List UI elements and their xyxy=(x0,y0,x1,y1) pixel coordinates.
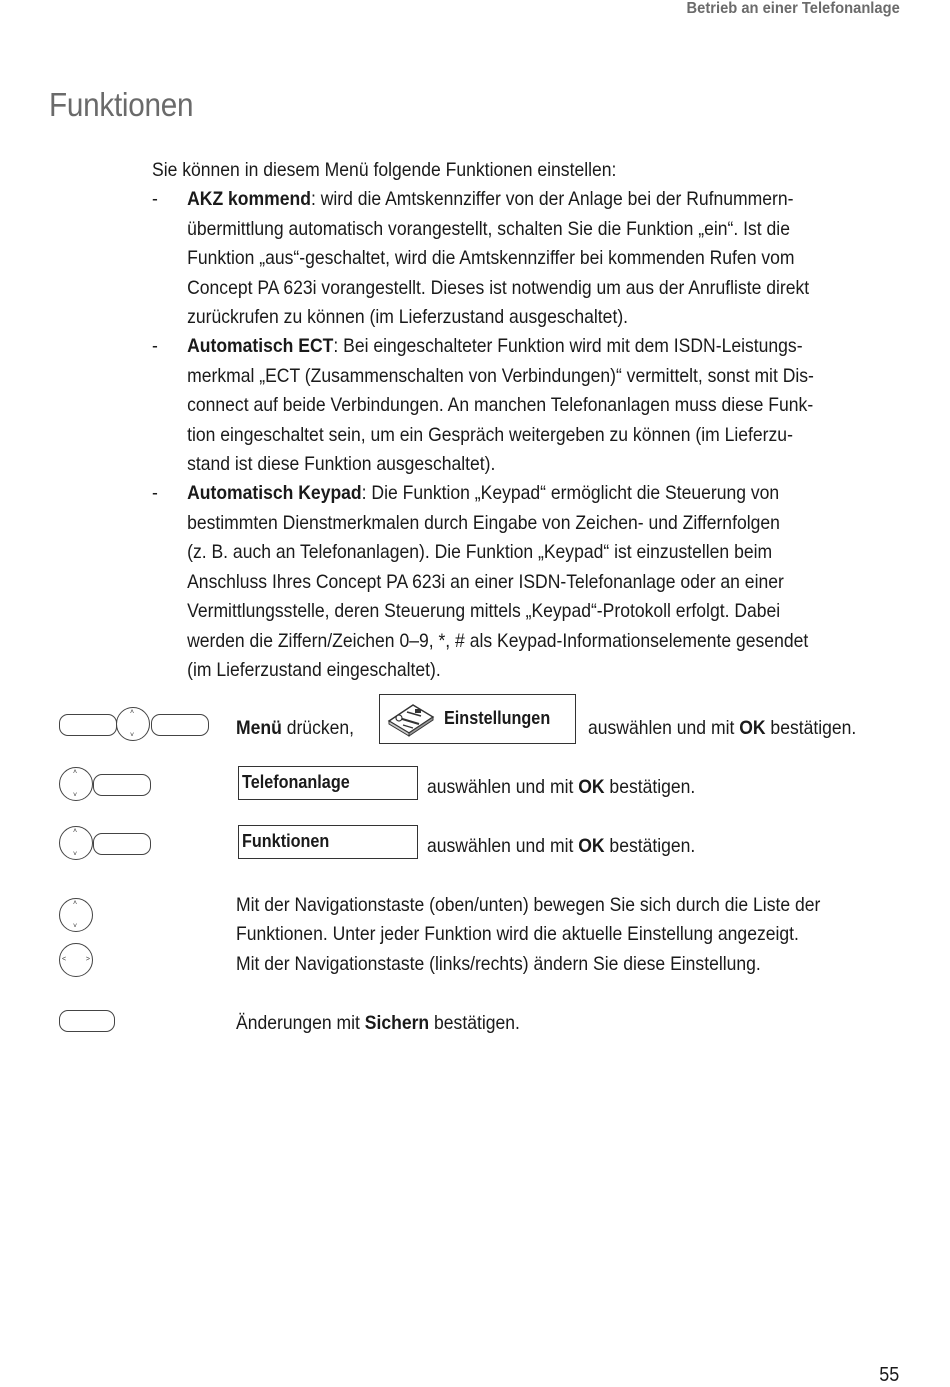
menu-item-telefonanlage[interactable] xyxy=(238,766,418,800)
left-softkey-icon xyxy=(59,714,117,736)
menu-item-label: Telefonanlage xyxy=(242,772,350,792)
ok-key-label: OK xyxy=(739,717,766,739)
step3-text: bestätigen. xyxy=(604,835,696,857)
bullet-dash: - xyxy=(152,188,158,211)
step5-instruction xyxy=(236,1009,520,1038)
nav-up-down-key-icon: ˄ ˅ xyxy=(116,707,150,741)
page-title: Funktionen xyxy=(49,86,194,123)
bullet-dash: - xyxy=(152,335,158,358)
bullet-automatisch-keypad xyxy=(152,479,845,685)
left-softkey-icon xyxy=(59,1010,115,1032)
bullet-line: tion eingeschaltet sein, um ein Gespräch weitergeben zu können (im Lieferzu- xyxy=(187,423,793,446)
page-number: 55 xyxy=(878,1364,899,1386)
menu-item-funktionen[interactable] xyxy=(238,825,418,859)
bullet-text: : Die Funktion „Keypad“ ermöglicht die Steuerung von xyxy=(361,482,780,505)
step1-text: drücken, xyxy=(281,717,355,739)
step2-text: bestätigen. xyxy=(604,776,696,798)
right-softkey-icon xyxy=(93,833,151,855)
bullet-line: Concept PA 623i vorangestellt. Dieses ist notwendig um aus der Anrufliste direkt xyxy=(187,276,810,299)
bullet-line xyxy=(187,479,845,508)
bullet-akz-kommend xyxy=(152,185,845,332)
ok-key-label: OK xyxy=(578,776,605,798)
step1-confirm xyxy=(588,714,856,743)
ok-key-label: OK xyxy=(578,835,605,857)
bullet-line: zurückrufen zu können (im Lieferzustand ausgeschaltet). xyxy=(187,306,629,329)
step5-text: bestätigen. xyxy=(429,1012,520,1034)
nav-left-right-key-icon: ˂ ˃ xyxy=(59,943,93,977)
bullet-term: Automatisch ECT xyxy=(187,335,334,358)
bullet-line: bestimmten Dienstmerkmalen durch Eingabe von Zeichen- und Ziffernfolgen xyxy=(187,511,780,534)
bullet-term: Automatisch Keypad xyxy=(187,482,362,505)
running-head: Betrieb an einer Telefonanlage xyxy=(686,0,900,17)
function-description xyxy=(152,156,845,685)
step3-confirm xyxy=(427,832,695,861)
step3-text: auswählen und mit xyxy=(427,835,579,857)
step2-confirm xyxy=(427,773,695,802)
bullet-line: connect auf beide Verbindungen. An manchen Telefonanlagen muss diese Funk- xyxy=(187,394,814,417)
nav-up-down-key-icon: ˄ ˅ xyxy=(59,898,93,932)
nav-up-down-key-icon: ˄ ˅ xyxy=(59,826,93,860)
bullet-automatisch-ect xyxy=(152,332,845,479)
bullet-term: AKZ kommend xyxy=(187,188,311,211)
bullet-text: : Bei eingeschalteter Funktion wird mit dem ISDN-Leistungs- xyxy=(333,335,803,358)
bullet-text: : wird die Amtskennziffer von der Anlage bei der Rufnummern- xyxy=(310,188,794,211)
bullet-line: merkmal „ECT (Zusammenschalten von Verbindungen)“ vermittelt, sonst mit Dis- xyxy=(187,364,814,387)
bullet-line xyxy=(187,332,845,361)
bullet-dash: - xyxy=(152,482,158,505)
step4-line: Funktionen. Unter jeder Funktion wird die aktuelle Einstellung angezeigt. xyxy=(236,923,799,946)
settings-tools-icon xyxy=(385,701,437,737)
step2-text: auswählen und mit xyxy=(427,776,579,798)
bullet-line: (im Lieferzustand eingeschaltet). xyxy=(187,658,441,681)
step5-text: Änderungen mit xyxy=(236,1012,365,1034)
bullet-line: stand ist diese Funktion ausgeschaltet). xyxy=(187,453,496,476)
bullet-line xyxy=(187,185,845,214)
intro-text: Sie können in diesem Menü folgende Funktionen einstellen: xyxy=(152,159,617,181)
right-softkey-icon xyxy=(151,714,209,736)
step4-line: Mit der Navigationstaste (links/rechts) ändern Sie diese Einstellung. xyxy=(236,952,761,975)
step4-instruction xyxy=(236,891,820,979)
right-softkey-icon xyxy=(93,774,151,796)
menu-item-label: Funktionen xyxy=(242,831,330,851)
bullet-line: (z. B. auch an Telefonanlagen). Die Funktion „Keypad“ ist einzustellen beim xyxy=(187,541,773,564)
step4-line: Mit der Navigationstaste (oben/unten) bewegen Sie sich durch die Liste der xyxy=(236,894,821,916)
bullet-line: Anschluss Ihres Concept PA 623i an einer ISDN-Telefonanlage oder an einer xyxy=(187,570,784,593)
step1-text: auswählen und mit xyxy=(588,717,740,739)
nav-up-down-key-icon: ˄ ˅ xyxy=(59,767,93,801)
menu-item-label: Einstellungen xyxy=(444,708,551,728)
menu-key-label: Menü xyxy=(236,717,282,739)
bullet-line: Funktion „aus“-geschaltet, wird die Amtskennziffer bei kommenden Rufen vom xyxy=(187,247,795,270)
bullet-line: übermittlung automatisch vorangestellt, schalten Sie die Funktion „ein“. Ist die xyxy=(187,217,790,240)
save-key-label: Sichern xyxy=(364,1012,430,1034)
menu-item-einstellungen[interactable] xyxy=(379,694,576,744)
step1-text: bestätigen. xyxy=(765,717,857,739)
bullet-line: werden die Ziffern/Zeichen 0–9, *, # als Keypad-Informationselemente gesendet xyxy=(187,629,809,652)
bullet-line: Vermittlungsstelle, deren Steuerung mittels „Keypad“-Protokoll erfolgt. Dabei xyxy=(187,600,781,623)
step1-instruction xyxy=(236,714,354,743)
